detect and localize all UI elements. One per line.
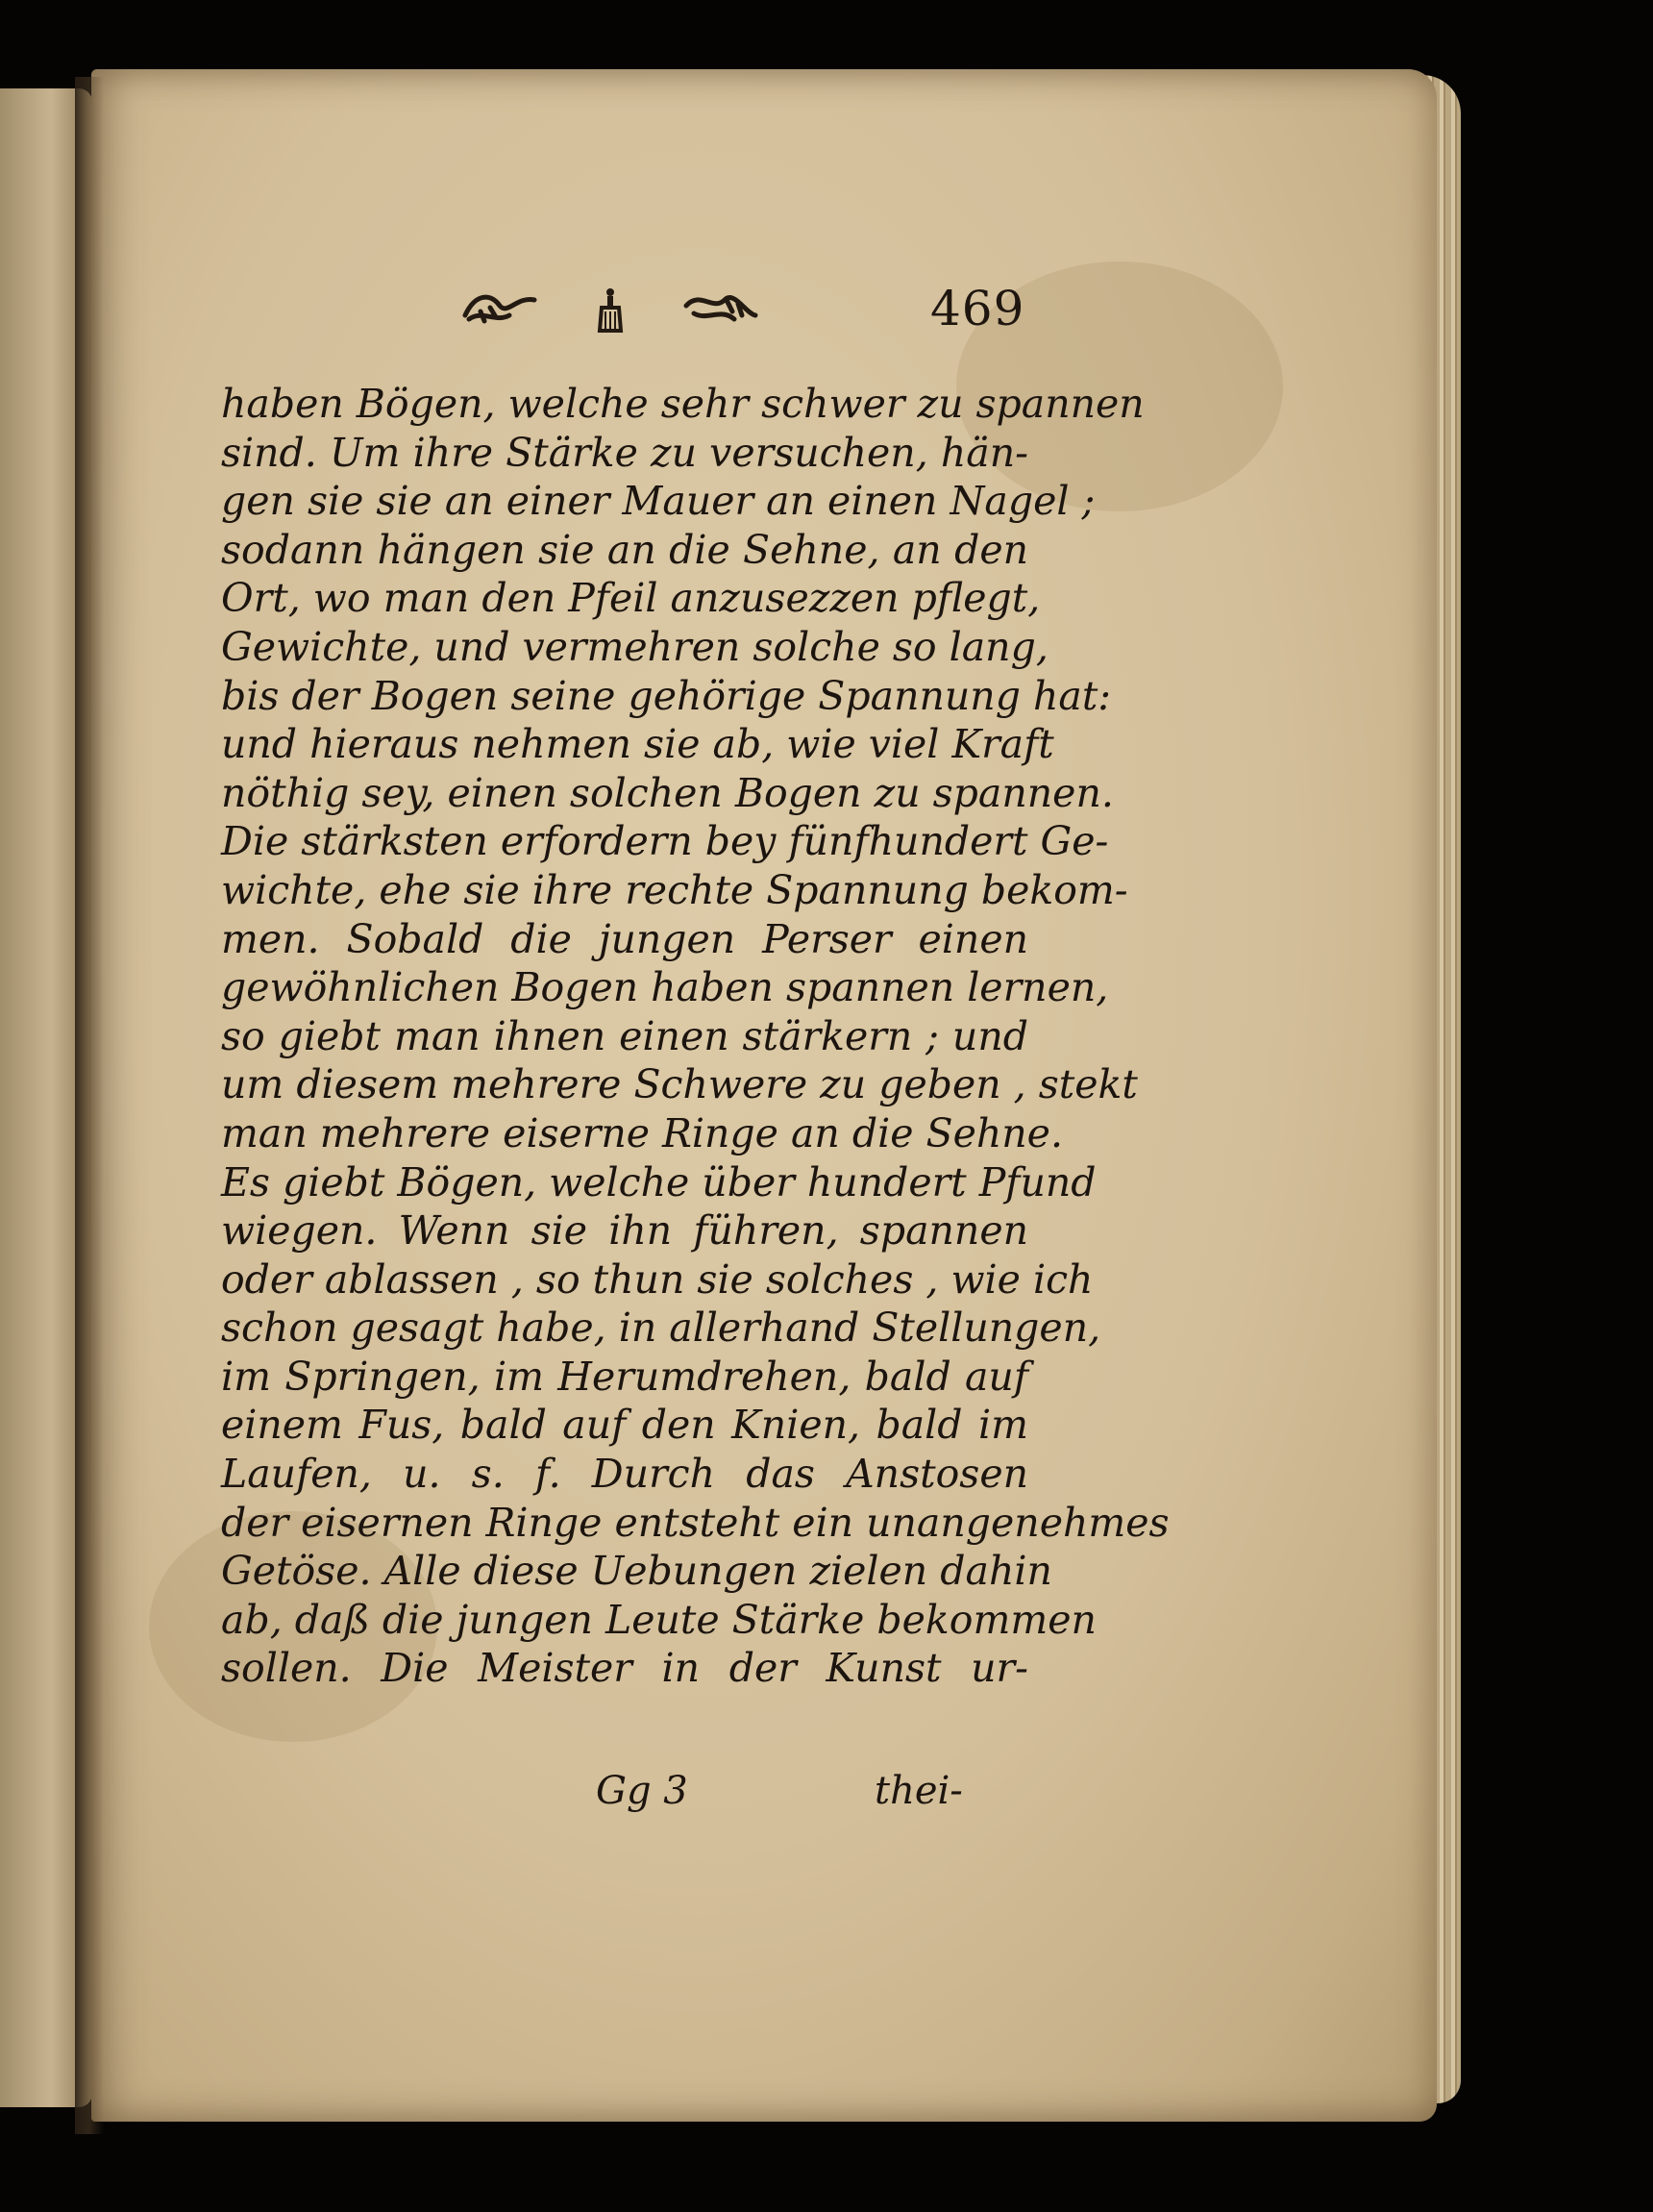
ornament-icon [461,286,538,333]
text-line: Gewichte, und vermehren solche so lang, [221,623,1049,670]
ornament-icon [682,286,759,333]
text-line: haben Bögen, welche sehr schwer zu spannen [221,381,1145,427]
text-line: gen sie sie an einer Mauer an einen Nagel ; [221,478,1096,525]
text-line: bis der Bogen seine gehörige Spannung hat: [221,672,1112,719]
text-line: men. Sobald die jungen Perser einen [221,915,1028,962]
text-line: wichte, ehe sie ihre rechte Spannung bekom- [221,866,1128,913]
text-line: der eisernen Ringe entsteht ein unangenehmes [221,1499,1170,1546]
tassel-ornament-icon [596,286,625,340]
text-line: sodann hängen sie an die Sehne, an den [221,526,1028,573]
text-line: so giebt man ihnen einen stärkern ; und [221,1012,1028,1059]
book-gutter [75,77,104,2134]
text-line: sollen. Die Meister in der Kunst ur- [221,1645,1028,1692]
text-line: oder ablassen , so thun sie solches , wie ich [221,1255,1094,1303]
catchword: thei- [875,1769,963,1813]
text-line: man mehrere eiserne Ringe an die Sehne. [221,1109,1063,1156]
text-line: schon gesagt habe, in allerhand Stellungen, [221,1305,1101,1352]
text-line: sind. Um ihre Stärke zu versuchen, hän- [221,429,1028,476]
text-line: Laufen, u. s. f. Durch das Anstosen [221,1451,1028,1498]
text-line: ab, daß die jungen Leute Stärke bekommen [221,1596,1097,1643]
text-line: und hieraus nehmen sie ab, wie viel Kraft [221,721,1054,768]
text-line: nöthig sey, einen solchen Bogen zu spannen. [221,769,1114,816]
text-line: Es giebt Bögen, welche über hundert Pfund [221,1158,1097,1205]
text-line: gewöhnlichen Bogen haben spannen lernen, [221,964,1109,1011]
page-footer [596,1769,1019,1823]
text-line: Ort, wo man den Pfeil anzusezzen pflegt, [221,575,1041,622]
text-line: Die stärksten erfordern bey fünfhundert Ge- [221,818,1109,865]
page-number: 469 [930,281,1025,336]
text-line: Getöse. Alle diese Uebungen zielen dahin [221,1548,1052,1595]
text-line: einem Fus, bald auf den Knien, bald im [221,1402,1028,1449]
text-line: im Springen, im Herumdrehen, bald auf [221,1353,1028,1400]
body-text [221,380,1170,1693]
text-line: um diesem mehrere Schwere zu geben , stekt [221,1061,1138,1108]
text-line: wiegen. Wenn sie ihn führen, spannen [221,1207,1028,1255]
signature-mark: Gg 3 [596,1769,688,1813]
running-header [461,281,1025,338]
